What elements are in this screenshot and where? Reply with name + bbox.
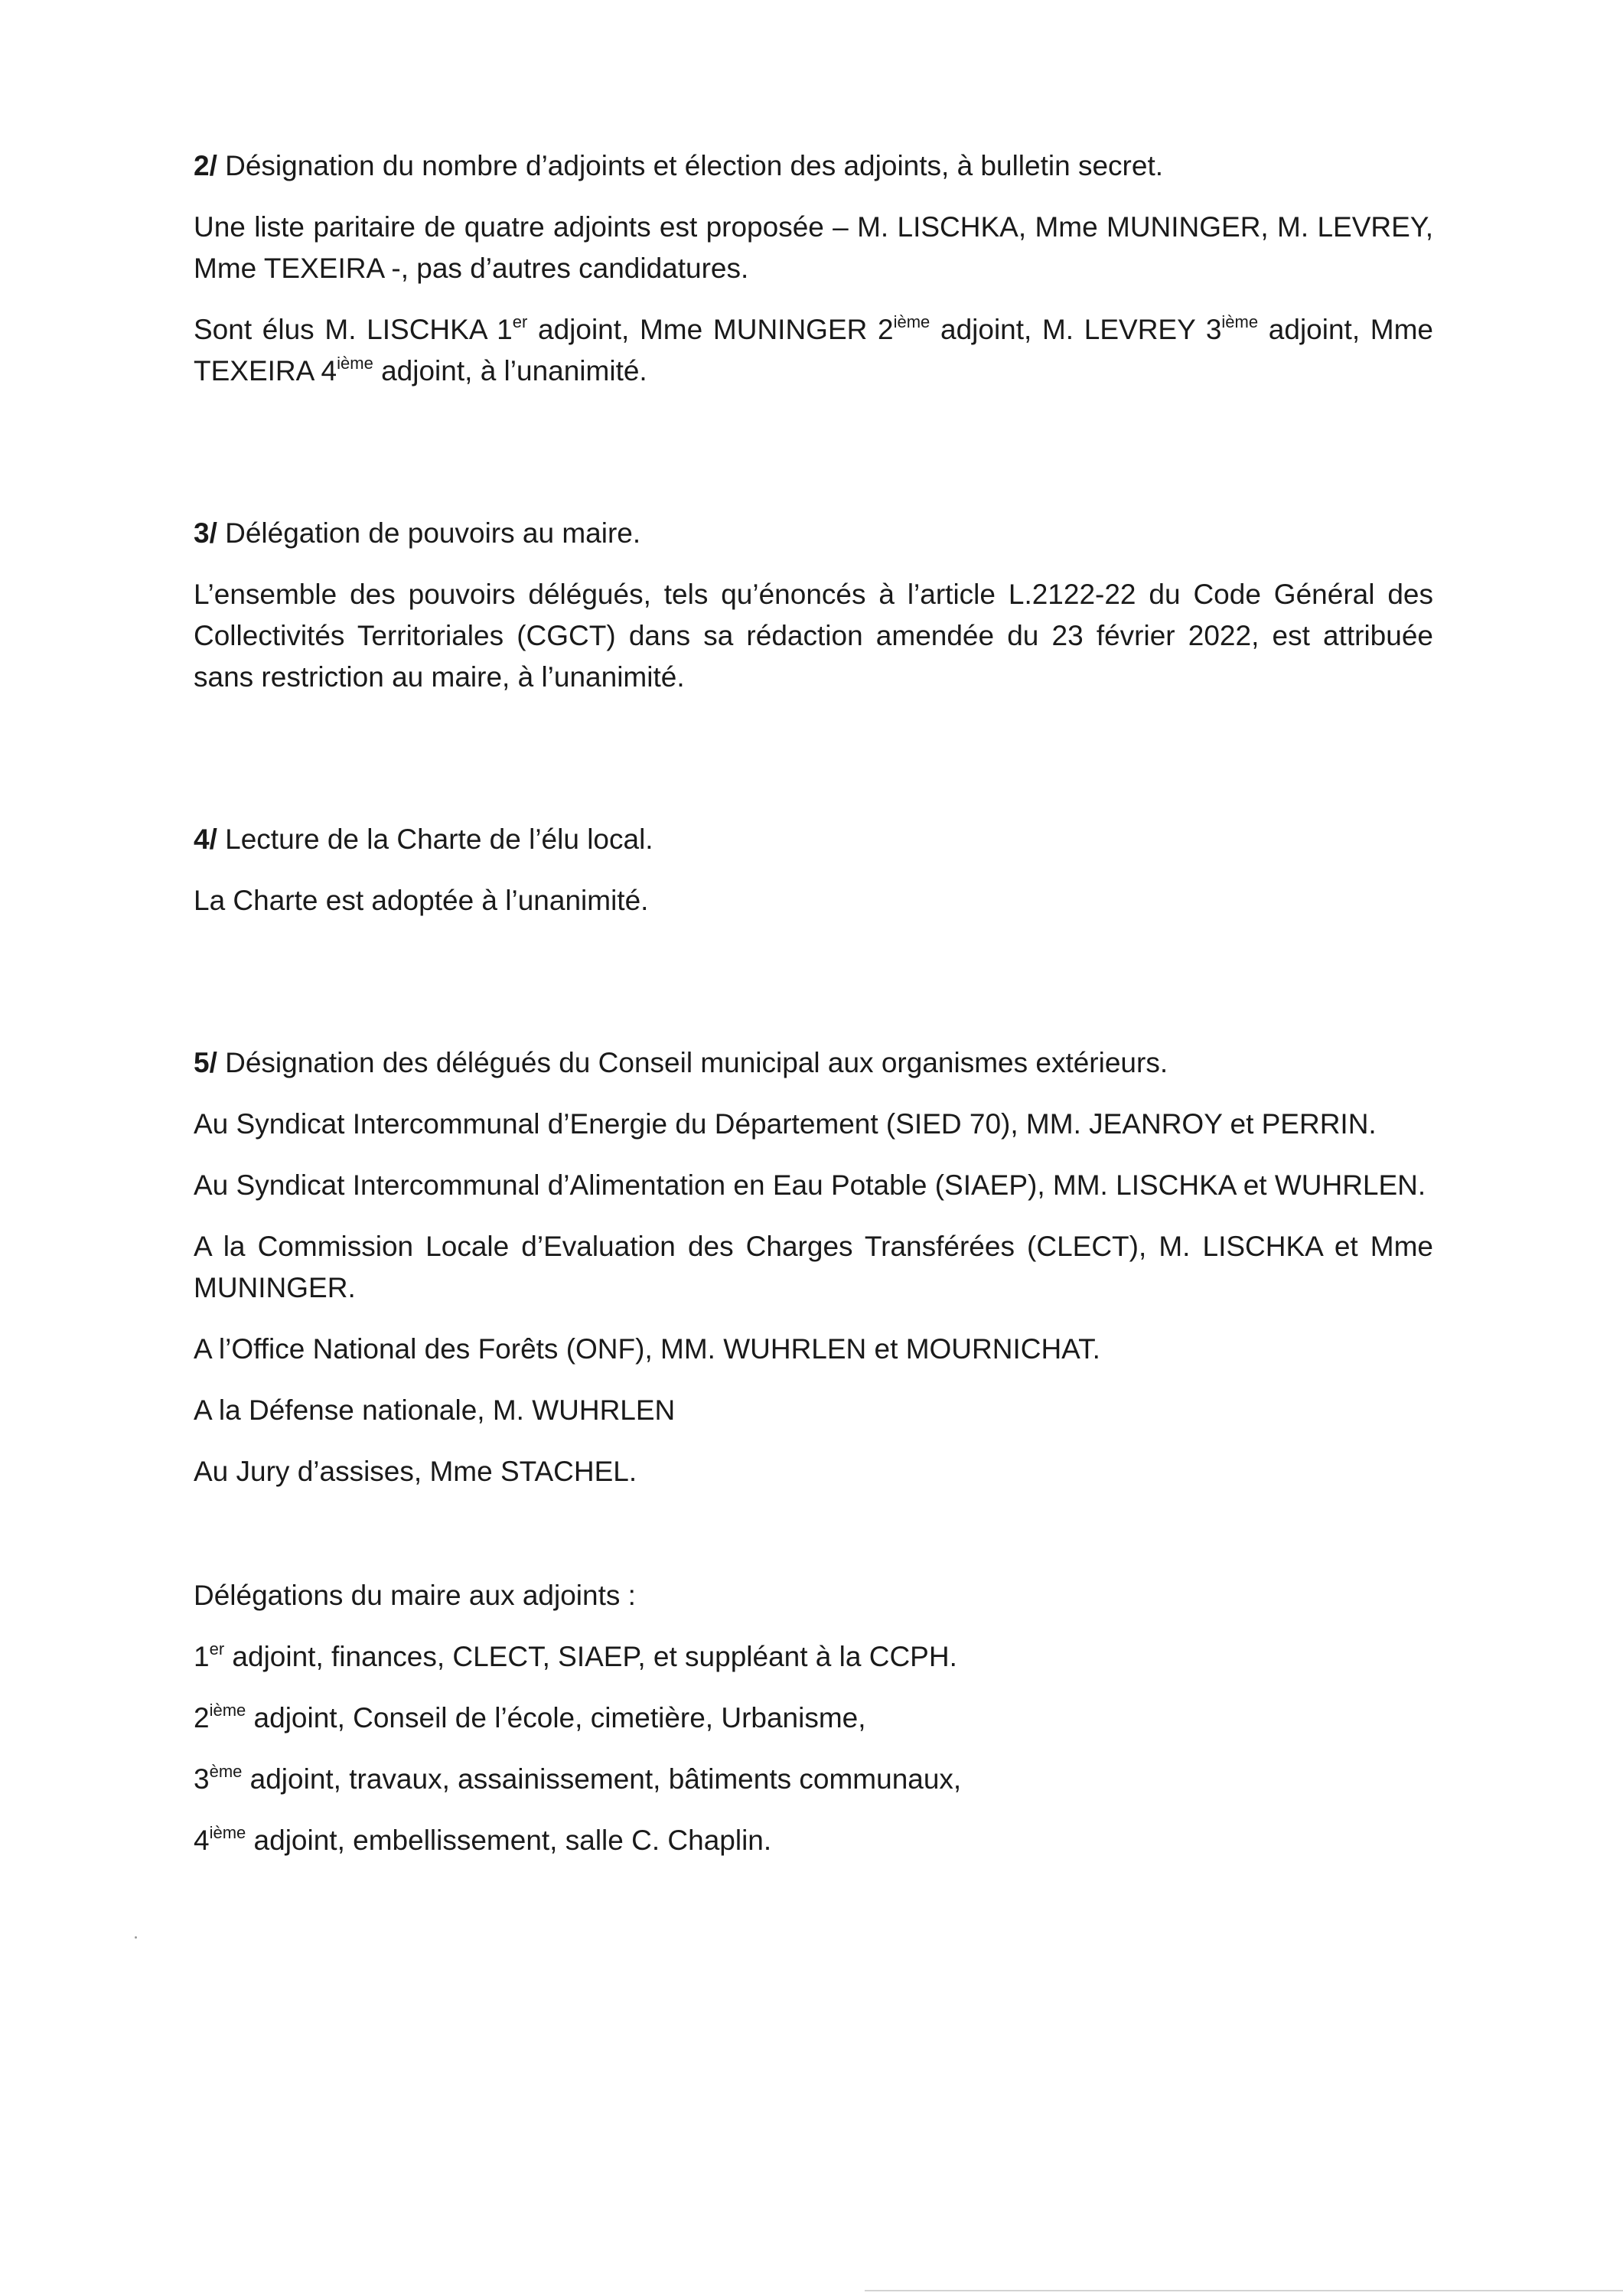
section-3-title: Délégation de pouvoirs au maire.: [217, 517, 641, 549]
delegation-number: 1: [194, 1641, 210, 1672]
delegation-sup: ième: [209, 1823, 246, 1842]
delegate-item: A la Commission Locale d’Evaluation des Charges Transférées (CLECT), M. LISCHKA et Mme MUNINGER.: [194, 1231, 1433, 1303]
delegate-item: Au Jury d’assises, Mme STACHEL.: [194, 1456, 637, 1487]
delegation-number: 4: [194, 1825, 210, 1856]
delegation-item-3: [194, 1759, 1433, 1800]
delegation-text: adjoint, Conseil de l’école, cimetière, Urbanisme,: [246, 1702, 866, 1733]
elected-text-5: adjoint, à l’unanimité.: [373, 355, 647, 386]
elected-text-1: Sont élus M. LISCHKA 1: [194, 314, 513, 345]
delegation-sup: er: [209, 1639, 225, 1658]
section-2-list-paragraph: Une liste paritaire de quatre adjoints est proposée – M. LISCHKA, Mme MUNINGER, M. LEVREY, Mme TEXEIRA -, pas d’autres candidatures.: [194, 211, 1433, 284]
section-2-heading: [194, 145, 1433, 187]
section-2-elected-paragraph: [194, 309, 1433, 392]
delegation-item-1: [194, 1636, 1433, 1678]
section-3-number: 3/: [194, 517, 217, 549]
section-3-body: L’ensemble des pouvoirs délégués, tels qu’énoncés à l’article L.2122-22 du Code Général des Collectivités Territoriales (CGCT) dans sa rédaction amendée du 23 février 2022, est attribuée sans restriction au maire, à l’unanimité.: [194, 579, 1433, 693]
section-2-number: 2/: [194, 150, 217, 181]
section-5-heading: [194, 1042, 1433, 1084]
document-content: [194, 145, 1433, 1861]
section-4-title: Lecture de la Charte de l’élu local.: [217, 823, 653, 855]
section-4-number: 4/: [194, 823, 217, 855]
delegation-text: adjoint, finances, CLECT, SIAEP, et suppléant à la CCPH.: [224, 1641, 957, 1672]
delegate-item: Au Syndicat Intercommunal d’Energie du Département (SIED 70), MM. JEANROY et PERRIN.: [194, 1108, 1377, 1140]
delegation-text: adjoint, travaux, assainissement, bâtiments communaux,: [242, 1763, 962, 1795]
delegation-item-2: [194, 1698, 1433, 1739]
delegation-number: 2: [194, 1702, 210, 1733]
section-5-title: Désignation des délégués du Conseil municipal aux organismes extérieurs.: [217, 1047, 1168, 1078]
elected-sup-2: ième: [893, 312, 930, 331]
section-3-heading: [194, 513, 1433, 554]
elected-text-2: adjoint, Mme MUNINGER 2: [527, 314, 894, 345]
delegation-sup: ième: [209, 1701, 246, 1720]
delegation-text: adjoint, embellissement, salle C. Chaplin.: [246, 1825, 772, 1856]
delegate-item: A la Défense nationale, M. WUHRLEN: [194, 1394, 676, 1426]
section-2-title: Désignation du nombre d’adjoints et élection des adjoints, à bulletin secret.: [217, 150, 1163, 181]
delegation-number: 3: [194, 1763, 210, 1795]
delegate-item: Au Syndicat Intercommunal d’Alimentation en Eau Potable (SIAEP), MM. LISCHKA et WUHRLEN.: [194, 1169, 1426, 1201]
delegation-sup: ème: [209, 1762, 243, 1781]
delegate-item: A l’Office National des Forêts (ONF), MM. WUHRLEN et MOURNICHAT.: [194, 1333, 1100, 1365]
elected-sup-4: ième: [337, 354, 373, 373]
section-4-heading: [194, 819, 1433, 860]
elected-text-4: adjoint, Mme TEXEIRA 4: [194, 314, 1434, 386]
delegations-title: Délégations du maire aux adjoints :: [194, 1580, 636, 1611]
elected-sup-1: er: [512, 312, 528, 331]
section-4-body: La Charte est adoptée à l’unanimité.: [194, 885, 649, 916]
scan-artifact-dot: [135, 1936, 137, 1939]
section-5-number: 5/: [194, 1047, 217, 1078]
scan-artifact-edge: [865, 2290, 1623, 2291]
delegation-item-4: [194, 1820, 1433, 1861]
elected-text-3: adjoint, M. LEVREY 3: [930, 314, 1222, 345]
elected-sup-3: ième: [1221, 312, 1259, 331]
